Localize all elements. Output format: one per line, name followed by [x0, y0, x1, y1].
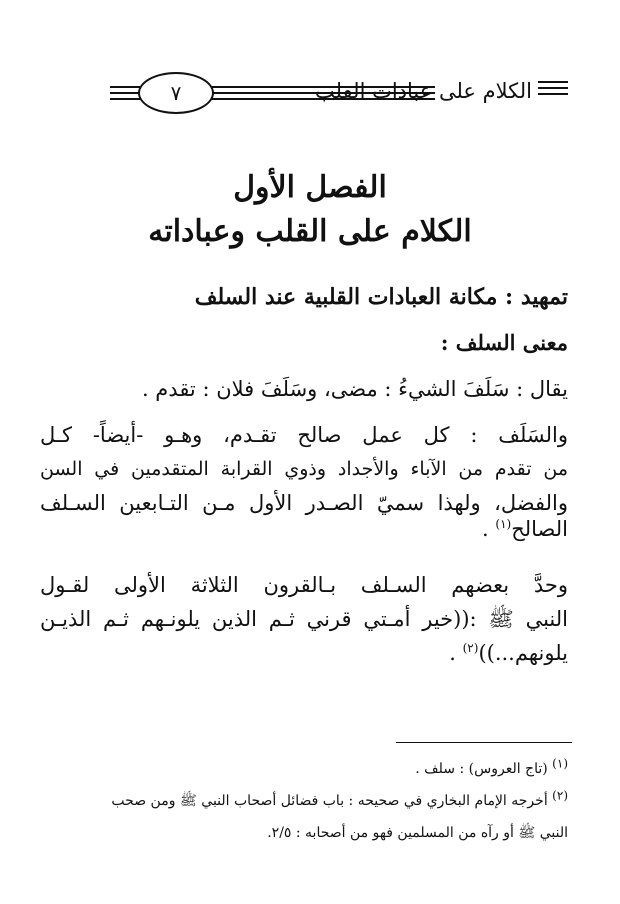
footnote-mark: (٢) — [552, 788, 568, 803]
chapter-subtitle: الكلام على القلب وعباداته — [148, 214, 472, 249]
section-heading: تمهيد : مكانة العبادات القلبية عند السلف — [194, 284, 568, 310]
footnote-mark: (١) — [552, 756, 568, 771]
footnote-text: (تاج العروس) : سلف . — [415, 761, 548, 777]
footnote-2 — [111, 788, 568, 812]
body-text: الصالح — [511, 517, 568, 541]
footnote-1 — [415, 758, 568, 780]
body-line: من تقدم من الآباء والأجداد وذوي القرابة المتقدمين في السن — [40, 458, 568, 480]
subheading: معنى السلف : — [440, 330, 568, 355]
footnote-ref-1: (١) — [495, 517, 512, 531]
footnote-ref-2: (٢) — [462, 641, 479, 655]
page-number: ٧ — [138, 72, 214, 114]
footnote-2-continued: النبي ﷺ أو رآه من المسلمين فهو من أصحابه : ٢/٥. — [267, 825, 568, 841]
header-rule — [538, 93, 568, 95]
header-rule — [538, 87, 568, 89]
body-line-last — [482, 514, 568, 544]
chapter-title: الفصل الأول — [233, 170, 387, 205]
footnote-text: أخرجه الإمام البخاري في صحيحه : باب فضائل أصحاب النبي ﷺ ومن صحب — [111, 793, 548, 809]
header-rule — [538, 81, 568, 83]
body-line: يقال : سَلَفَ الشيءُ : مضى، وسَلَفَ فلان : تقدم . — [141, 377, 568, 401]
body-line: والسَلَف : كل عمل صالح تقـدم، وهـو -أيضاً- كـل — [40, 423, 568, 447]
footnote-separator — [396, 742, 572, 743]
running-header — [110, 72, 570, 112]
body-line-last — [449, 638, 568, 668]
body-line: وحدَّ بعضهم السـلف بـالقرون الثلاثة الأولى لقـول — [40, 573, 568, 597]
body-line: النبي ﷺ :((خير أمـتي قرني ثـم الذين يلونـهم ثـم الذيـن — [40, 607, 568, 631]
body-text: يلونهم...)) — [478, 641, 568, 665]
body-line: والفضل، ولهذا سميّ الصـدر الأول مـن التـابعين السـلف — [40, 491, 568, 515]
body-text: . — [482, 517, 489, 541]
body-text: . — [449, 641, 456, 665]
running-title: الكلام على عبادات القلب — [314, 79, 532, 103]
